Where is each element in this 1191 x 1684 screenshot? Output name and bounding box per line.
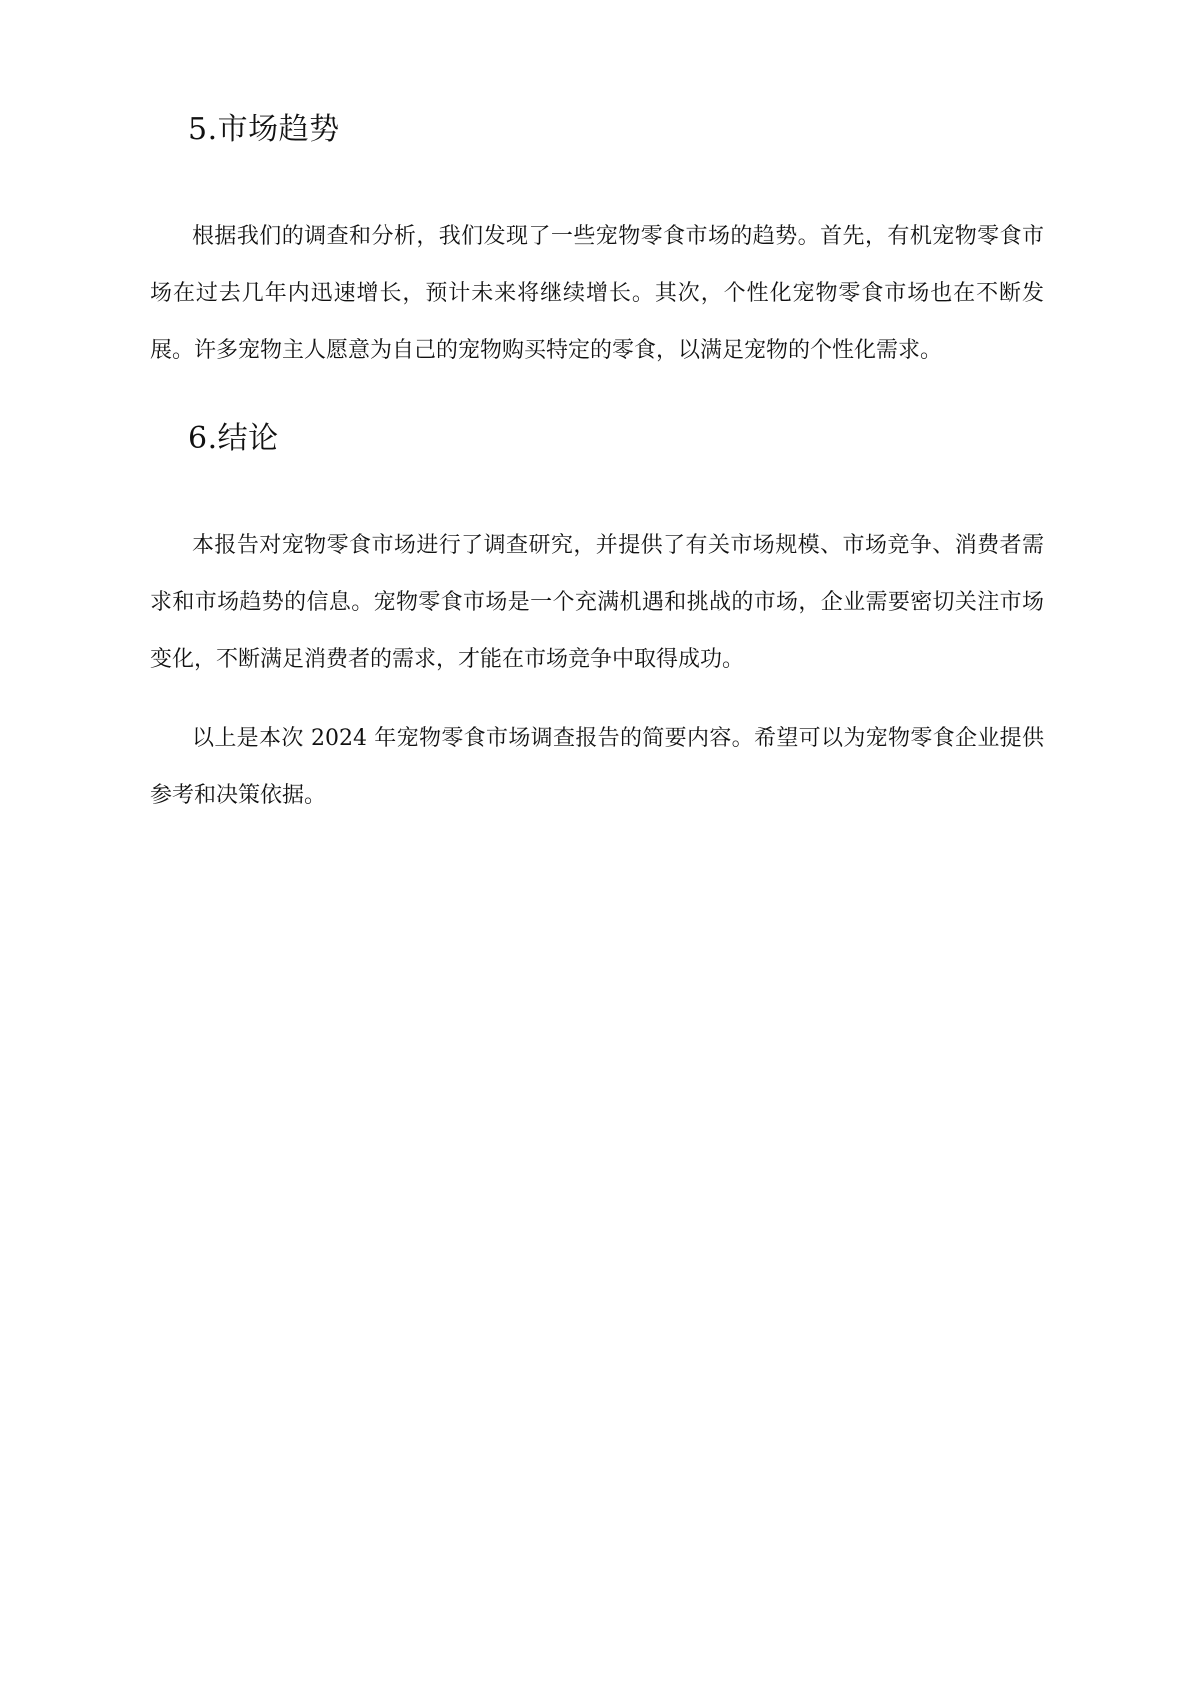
- paragraph-closing-summary: 以上是本次 2024 年宠物零食市场调查报告的简要内容。希望可以为宠物零食企业提供参考和决策依据。: [150, 726, 1044, 808]
- paragraph-market-trends: 根据我们的调查和分析，我们发现了一些宠物零食市场的趋势。首先，有机宠物零食市场在过去几年内迅速增长，预计未来将继续增长。其次，个性化宠物零食市场也在不断发展。许多宠物主人愿意为自己的宠物购买特定的零食，以满足宠物的个性化需求。: [150, 224, 1044, 363]
- section-heading-conclusion: 6.结论: [188, 421, 279, 456]
- paragraph-conclusion: 本报告对宠物零食市场进行了调查研究，并提供了有关市场规模、市场竞争、消费者需求和市场趋势的信息。宠物零食市场是一个充满机遇和挑战的市场，企业需要密切关注市场变化，不断满足消费者的需求，才能在市场竞争中取得成功。: [150, 533, 1044, 672]
- section-heading-market-trends: 5.市场趋势: [188, 112, 340, 147]
- document-body: [150, 108, 1044, 824]
